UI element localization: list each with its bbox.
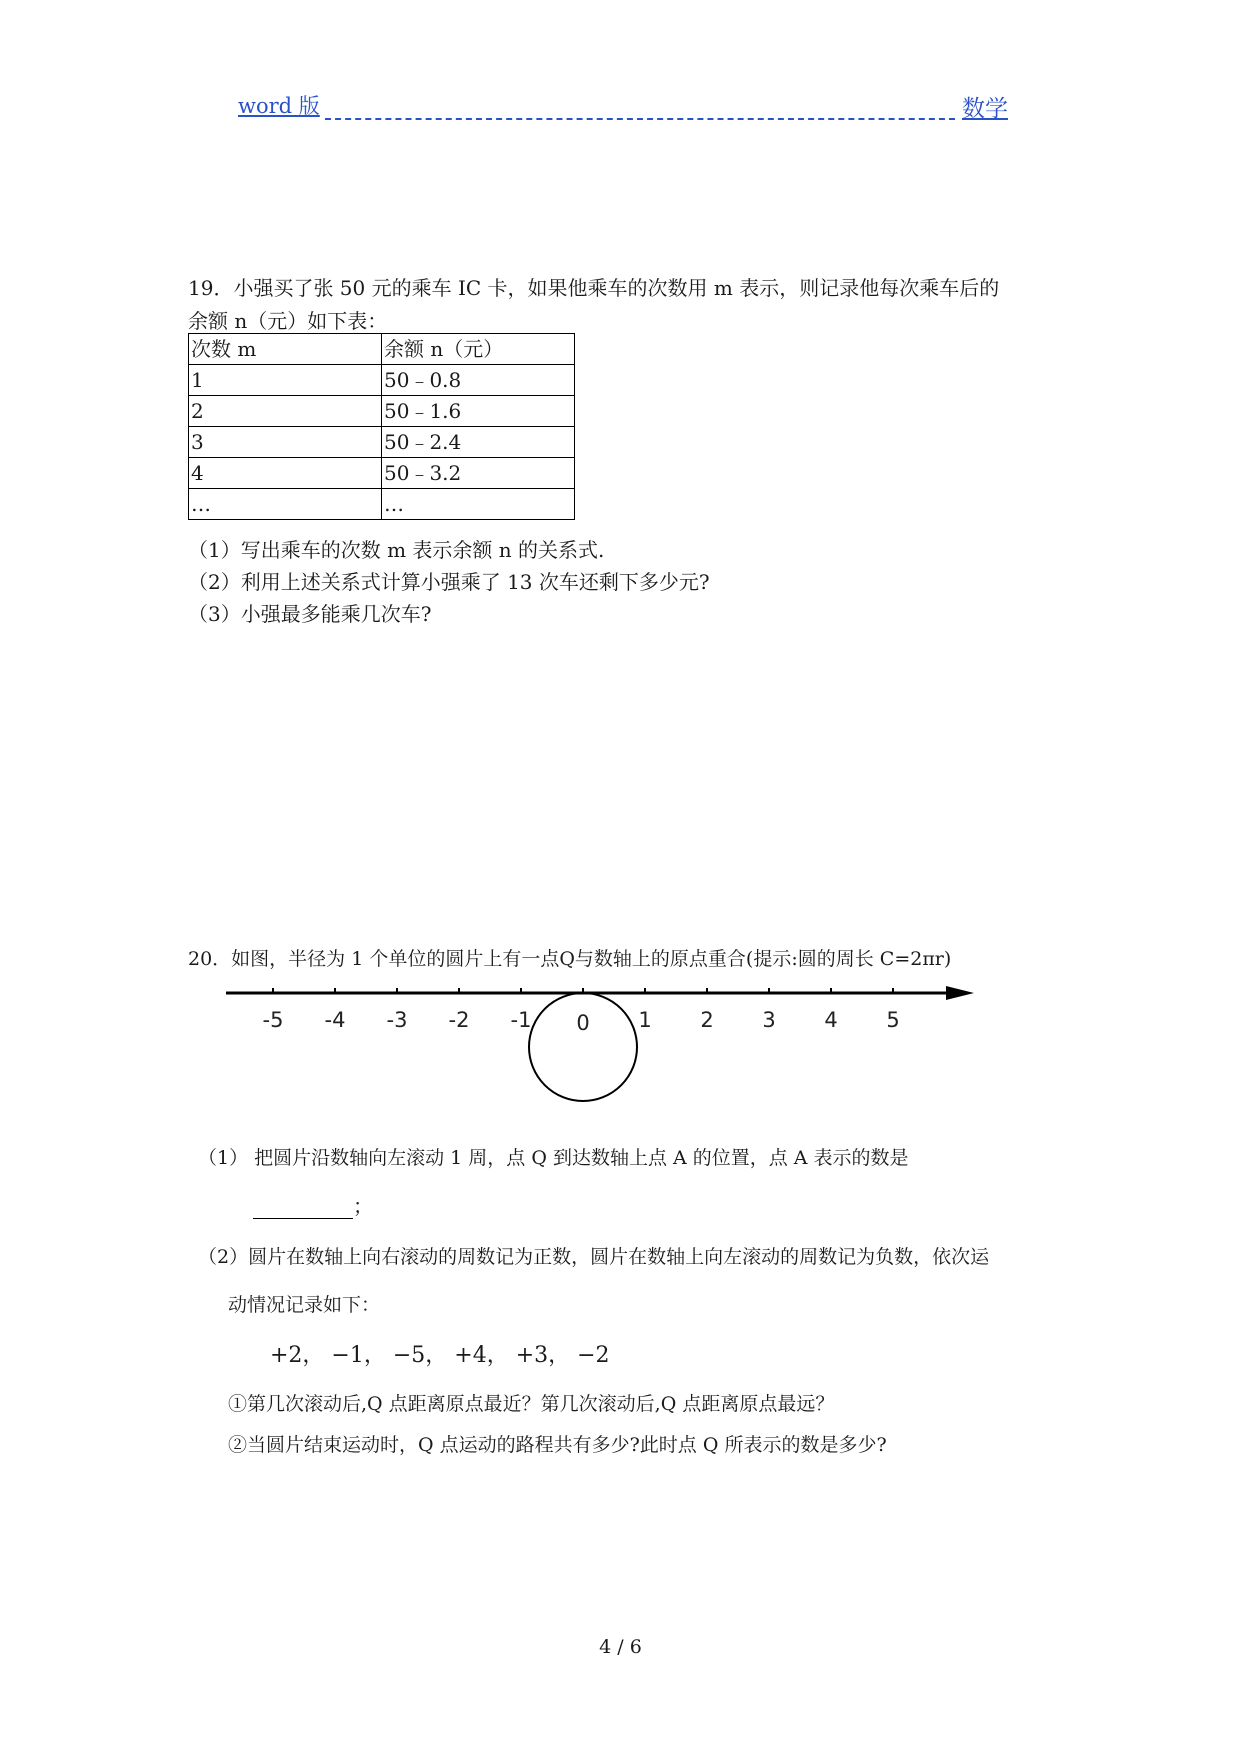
table-row bbox=[189, 427, 575, 458]
number-line-figure bbox=[200, 970, 980, 1110]
header-left: word 版 bbox=[238, 94, 320, 118]
table-cell: 50﹣1.6 bbox=[382, 396, 575, 427]
header-dashed-line bbox=[325, 118, 955, 120]
tick-label: 2 bbox=[700, 1008, 714, 1032]
table-cell: 50﹣0.8 bbox=[382, 365, 575, 396]
table-cell: 2 bbox=[189, 396, 382, 427]
q20-sub1-answer-line bbox=[253, 1190, 373, 1219]
q20-sub1: （1） 把圆片沿数轴向左滚动 1 周，点 Q 到达数轴上点 A 的位置，点 A 表示的数是 bbox=[198, 1147, 909, 1169]
tick-label: -2 bbox=[448, 1008, 470, 1032]
tick-label: -3 bbox=[386, 1008, 408, 1032]
table-cell: … bbox=[382, 489, 575, 520]
table-cell: 1 bbox=[189, 365, 382, 396]
tick-label: -5 bbox=[262, 1008, 284, 1032]
q19-line1: 19．小强买了张 50 元的乘车 IC 卡，如果他乘车的次数用 m 表示，则记录他每次乘车后的 bbox=[188, 276, 1000, 300]
table-cell: 50﹣3.2 bbox=[382, 458, 575, 489]
tick-label: 0 bbox=[576, 1011, 590, 1035]
table-cell: … bbox=[189, 489, 382, 520]
tick-label: 5 bbox=[886, 1008, 900, 1032]
q20-sub2-line2: 动情况记录如下： bbox=[228, 1294, 381, 1316]
tick-label: 3 bbox=[762, 1008, 776, 1032]
q20-sub2-line1: （2）圆片在数轴上向右滚动的周数记为正数，圆片在数轴上向左滚动的周数记为负数，依次运 bbox=[198, 1246, 990, 1268]
circle-disk bbox=[529, 993, 637, 1101]
q19-sub1: （1）写出乘车的次数 m 表示余额 n 的关系式. bbox=[188, 538, 605, 562]
table-header-cell: 次数 m bbox=[189, 334, 382, 365]
table-cell: 4 bbox=[189, 458, 382, 489]
table-row bbox=[189, 458, 575, 489]
tick-label: -1 bbox=[510, 1008, 532, 1032]
tick-label: 1 bbox=[638, 1008, 652, 1032]
tick-label: 4 bbox=[824, 1008, 838, 1032]
q19-sub2: （2）利用上述关系式计算小强乘了 13 次车还剩下多少元? bbox=[188, 570, 710, 594]
header-right: 数学 bbox=[962, 96, 1008, 122]
tick-group bbox=[263, 988, 900, 1035]
table-cell: 50﹣2.4 bbox=[382, 427, 575, 458]
table-row bbox=[189, 489, 575, 520]
table-row bbox=[189, 365, 575, 396]
q20-record: +2， −1， −5， +4， +3， −2 bbox=[270, 1343, 610, 1368]
answer-blank[interactable] bbox=[253, 1196, 353, 1219]
table-header-row bbox=[189, 334, 575, 365]
q19-sub3: （3）小强最多能乘几次车? bbox=[188, 602, 432, 626]
q19-table bbox=[188, 333, 575, 520]
q20-sub1-end: ； bbox=[353, 1194, 373, 1218]
q20-item2: ②当圆片结束运动时，Q 点运动的路程共有多少?此时点 Q 所表示的数是多少? bbox=[228, 1434, 887, 1456]
number-line-arrow bbox=[946, 986, 974, 1000]
table-cell: 3 bbox=[189, 427, 382, 458]
q20-item1: ①第几次滚动后,Q 点距离原点最近？第几次滚动后,Q 点距离原点最远？ bbox=[228, 1393, 835, 1415]
table-row bbox=[189, 396, 575, 427]
q20-line1: 20．如图，半径为 1 个单位的圆片上有一点Q与数轴上的原点重合(提示:圆的周长 C=2πr) bbox=[188, 948, 952, 970]
page-number: 4 / 6 bbox=[599, 1636, 642, 1658]
q19-line2: 余额 n（元）如下表： bbox=[188, 309, 388, 333]
tick-label: -4 bbox=[324, 1008, 346, 1032]
table-header-cell: 余额 n（元） bbox=[382, 334, 575, 365]
